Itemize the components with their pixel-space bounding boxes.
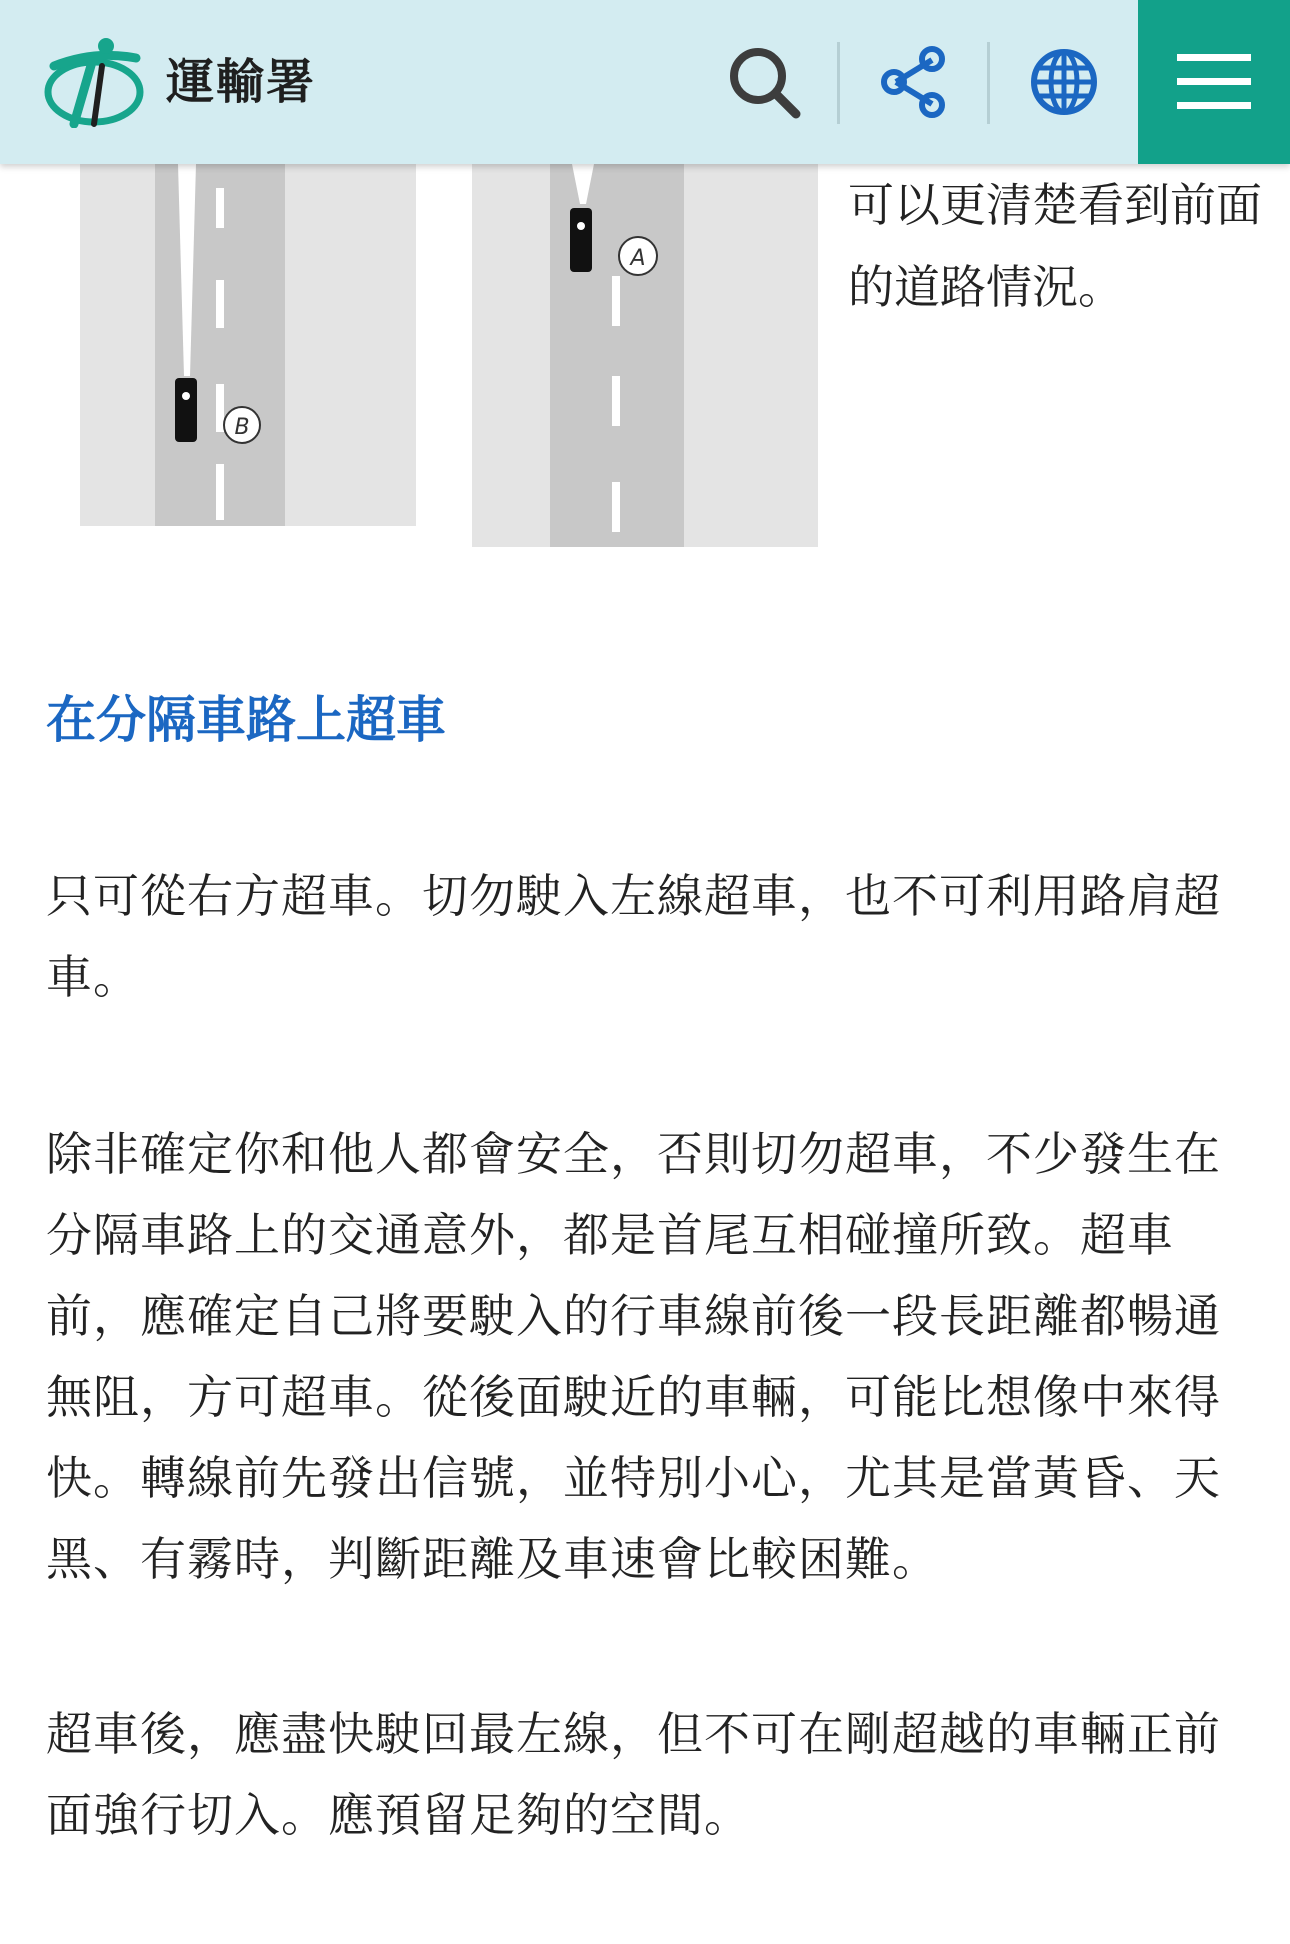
- share-icon: [876, 44, 952, 120]
- search-icon: [726, 44, 802, 120]
- car-a: [570, 208, 592, 272]
- overtaking-diagram: [0, 164, 830, 564]
- right-road-image: [472, 164, 818, 547]
- paragraph-3: 超車後，應盡快駛回最左線，但不可在剛超越的車輛正前面強行切入。應預留足夠的空間。: [46, 1707, 1221, 1842]
- car-b: [175, 378, 197, 442]
- diagram-caption-text: 可以更清楚看到前面的道路情況。: [848, 178, 1262, 314]
- paragraph-1: 只可從右方超車。切勿駛入左線超車，也不可利用路肩超車。: [46, 869, 1221, 1004]
- menu-button[interactable]: [1138, 0, 1290, 164]
- share-button[interactable]: [868, 36, 960, 128]
- site-title[interactable]: 運輸署: [166, 54, 317, 110]
- hamburger-menu-icon: [1177, 54, 1251, 110]
- paragraph-2: 除非確定你和他人都會安全，否則切勿超車，不少發生在分隔車路上的交通意外，都是首尾互相碰撞所致。超車前，應確定自己將要駛入的行車線前後一段長距離都暢通無阻，方可超車。從後面駛近的車輛，可能比想像中來得快。轉線前先發出信號，並特別小心，尤其是當黃昏、天黑、有霧時，判斷距離及車速會比較困難。: [46, 1127, 1221, 1586]
- site-header: [0, 0, 1290, 164]
- search-button[interactable]: [718, 36, 810, 128]
- car-a-label: A: [630, 246, 646, 271]
- section-heading: 在分隔車路上超車: [46, 691, 446, 749]
- left-road-image: [80, 164, 416, 526]
- td-logo-icon[interactable]: [44, 36, 144, 128]
- globe-icon: [1028, 46, 1100, 118]
- header-divider: [987, 42, 990, 124]
- car-b-label: B: [234, 415, 250, 440]
- language-button[interactable]: [1018, 36, 1110, 128]
- header-divider: [837, 42, 840, 124]
